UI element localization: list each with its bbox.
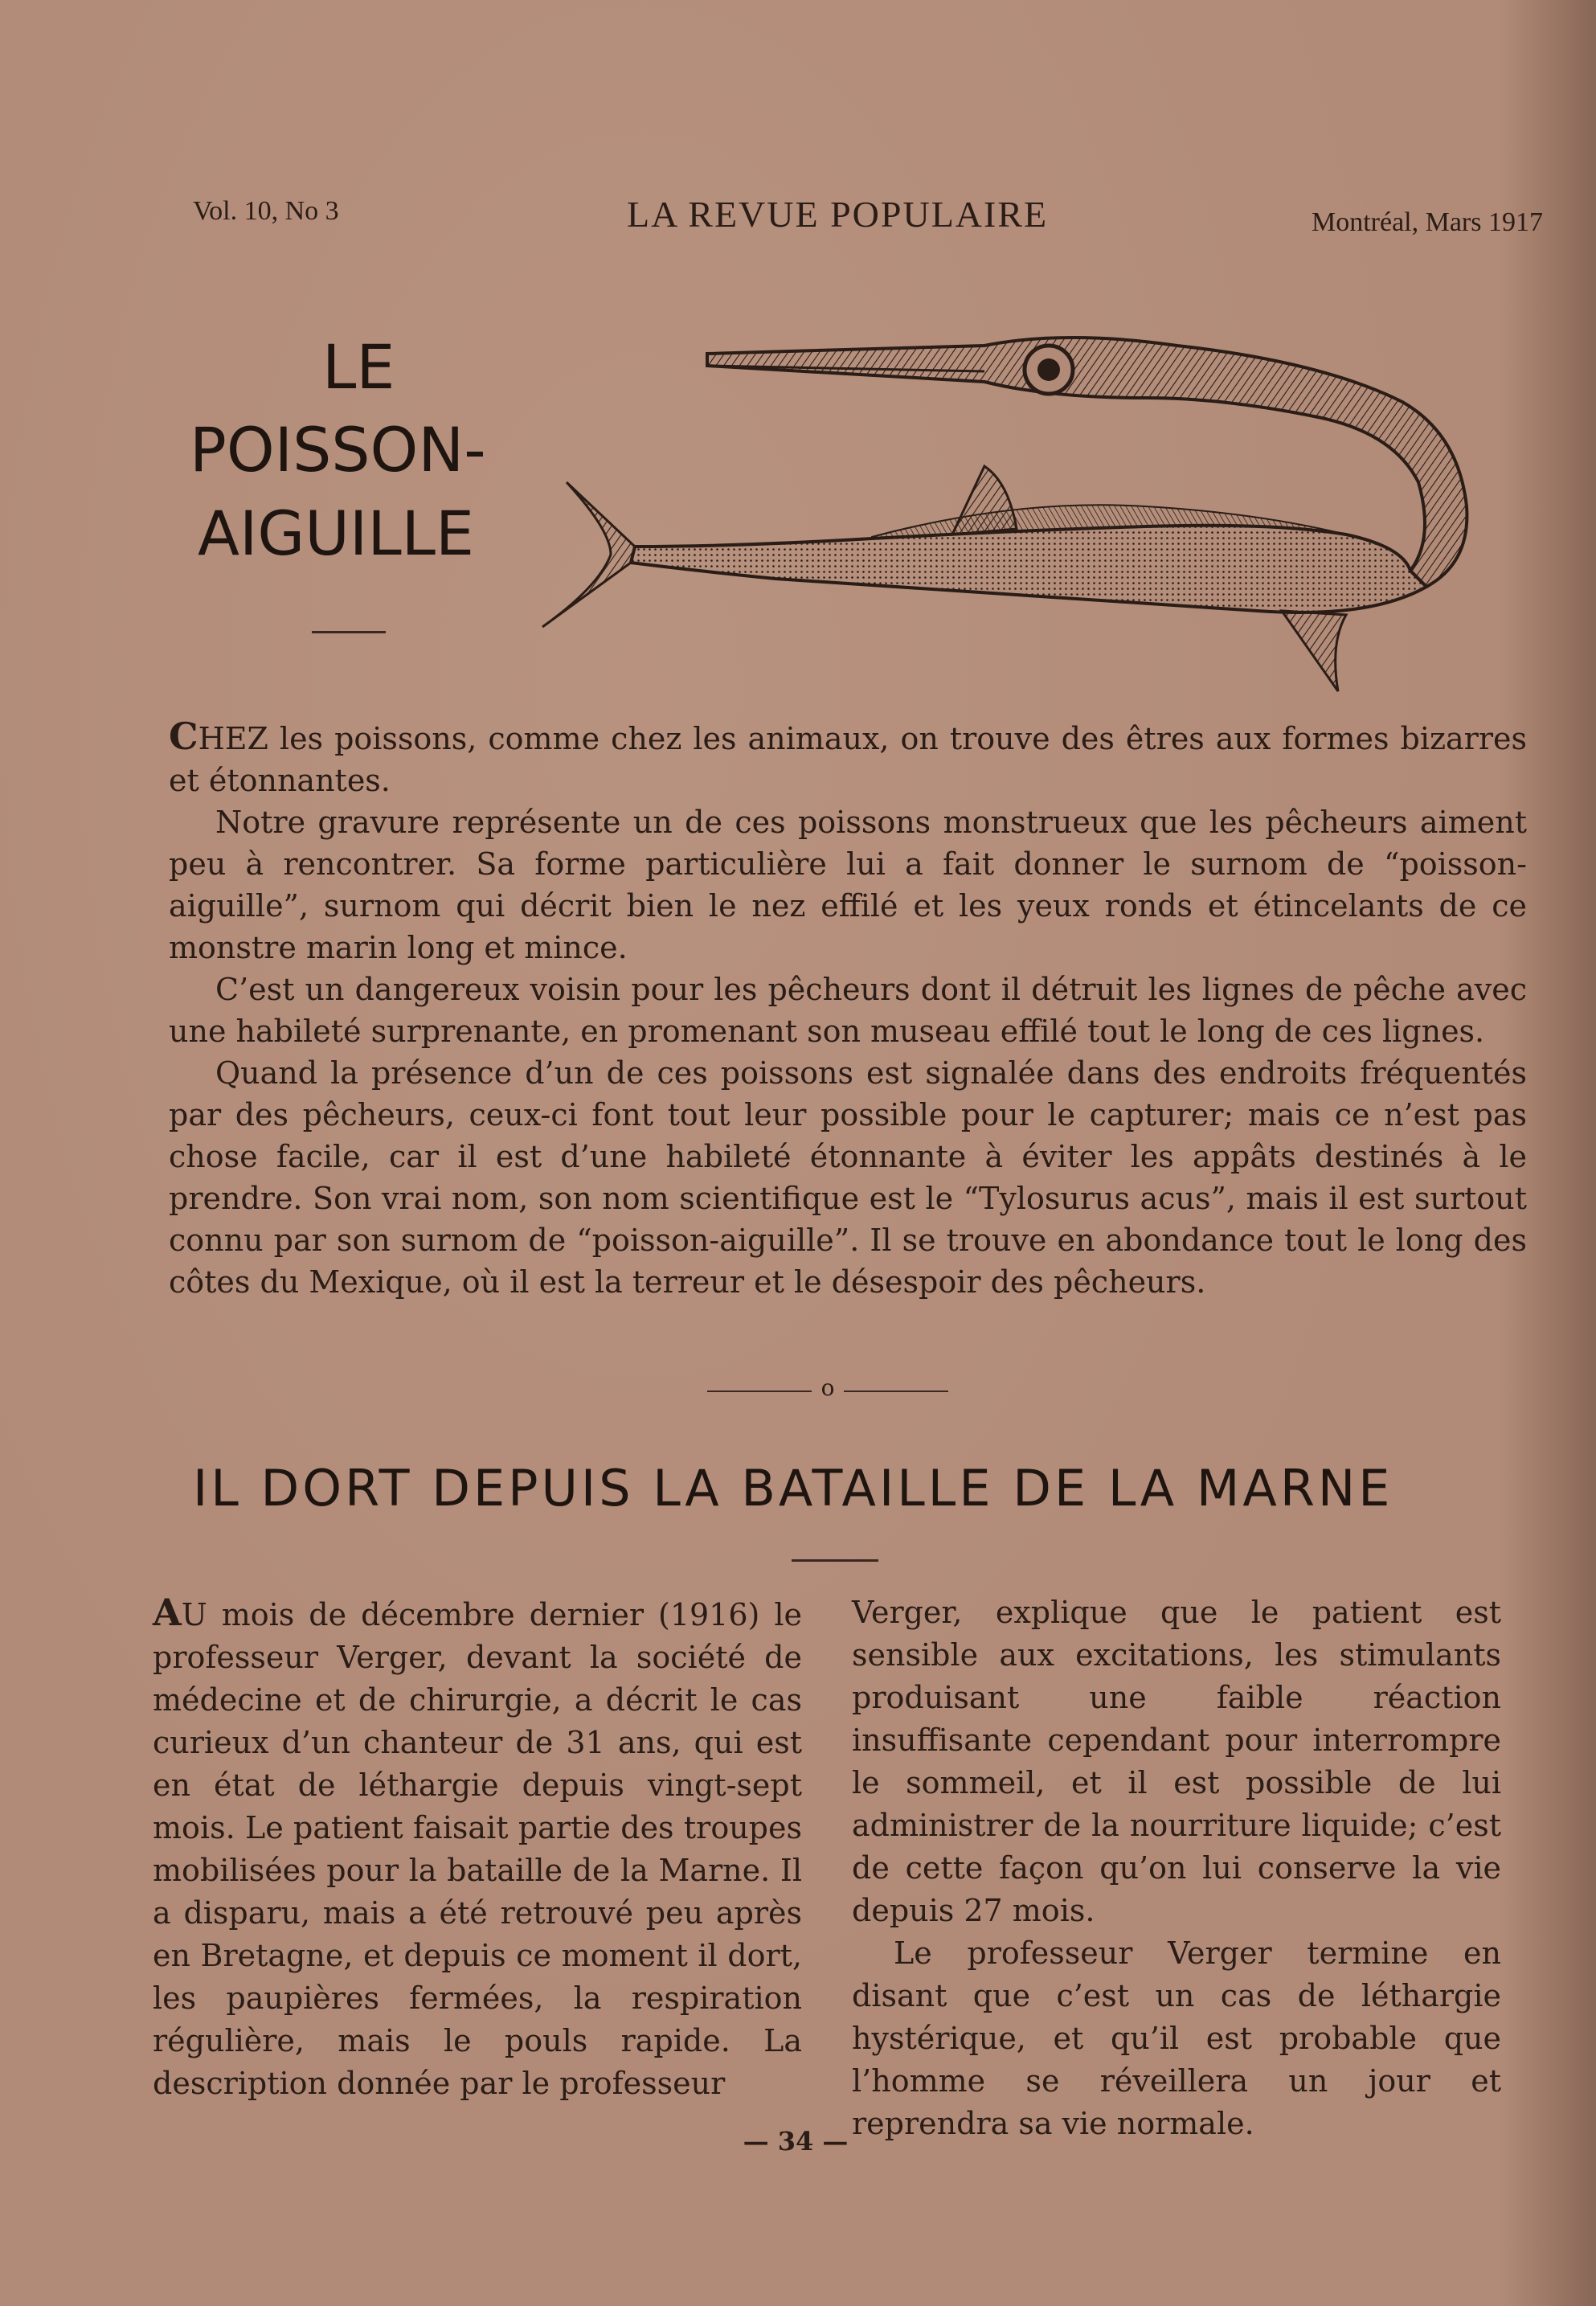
article2-paragraph: Verger, explique que le patient est sensible aux excitations, les stimulants produisant une faible réaction insuffisante cependant pour interrompre le sommeil, et il est possible de lui administrer de la nourriture liquide; c’est de cette façon qu’on lui conserve la vie depuis 27 mois. bbox=[852, 1595, 1501, 1928]
separator-mark: o bbox=[821, 1374, 835, 1401]
drop-cap: C bbox=[169, 715, 198, 758]
article1-title-line1: LE bbox=[322, 331, 395, 403]
volume-number: Vol. 10, No 3 bbox=[193, 196, 339, 226]
separator-line-right bbox=[844, 1391, 948, 1392]
article2-paragraph: Le professeur Verger termine en disant que c’est un cas de léthargie hystérique, et qu’il est probable que l’homme se réveillera un jour et reprendra sa vie normale. bbox=[852, 1935, 1501, 2141]
page-number: — 34 — bbox=[743, 2126, 849, 2156]
article-separator bbox=[707, 1374, 948, 1407]
article1-title-line3: AIGUILLE bbox=[198, 497, 475, 569]
drop-cap: A bbox=[153, 1591, 182, 1634]
article2-title: IL DORT DEPUIS LA BATAILLE DE LA MARNE bbox=[193, 1459, 1393, 1518]
article2-column-left bbox=[153, 1591, 802, 2105]
page-header bbox=[193, 193, 1543, 241]
article1-paragraph: Quand la présence d’un de ces poissons est signalée dans des endroits fréquentés par des pêcheurs, ceux-ci font tout leur possible pour le capturer; mais ce n’est pas chose facile, car il est d’une habileté étonnante à éviter les appâts destinés à le prendre. Son vrai nom, son nom scientifique est le “Tylosurus acus”, mais il est surtout connu par son surnom de “poisson-aiguille”. Il se trouve en abondance tout le long des côtes du Mexique, où il est la terreur et le désespoir des pêcheurs. bbox=[169, 1055, 1527, 1300]
article2-column-right bbox=[852, 1591, 1501, 2145]
needlefish-illustration bbox=[534, 322, 1543, 699]
title-rule bbox=[312, 631, 386, 633]
separator-line-left bbox=[707, 1391, 812, 1392]
article1-body bbox=[169, 715, 1527, 1303]
article1-paragraph: C’est un dangereux voisin pour les pêcheurs dont il détruit les lignes de pêche avec une habileté surprenante, en promenant son museau effilé tout le long de ces lignes. bbox=[169, 972, 1527, 1049]
article1-paragraph: Notre gravure représente un de ces poissons monstrueux que les pêcheurs aiment peu à rencontrer. Sa forme particulière lui a fait donner le surnom de “poisson-aiguille”, surnom qui décrit bien le nez effilé et les yeux ronds et étincelants de ce monstre marin long et mince. bbox=[169, 805, 1527, 965]
magazine-title: LA REVUE POPULAIRE bbox=[627, 194, 1049, 235]
article1-title bbox=[190, 326, 543, 575]
article1-paragraph: CHEZ les poissons, comme chez les animaux, on trouve des êtres aux formes bizarres et étonnantes. bbox=[169, 715, 1527, 798]
article1-title-line2: POISSON- bbox=[190, 414, 486, 486]
place-date: Montréal, Mars 1917 bbox=[1311, 207, 1543, 237]
article2-paragraph: AU mois de décembre dernier (1916) le professeur Verger, devant la société de médecine et de chirurgie, a décrit le cas curieux d’un chanteur de 31 ans, qui est en état de léthargie depuis vingt-sept mois. Le patient faisait partie des troupes mobilisées pour la bataille de la Marne. Il a disparu, mais a été retrouvé peu après en Bretagne, et depuis ce moment il dort, les paupières fermées, la respiration régulière, mais le pouls rapide. La description donnée par le professeur bbox=[153, 1591, 802, 2101]
title-rule bbox=[792, 1559, 878, 1562]
